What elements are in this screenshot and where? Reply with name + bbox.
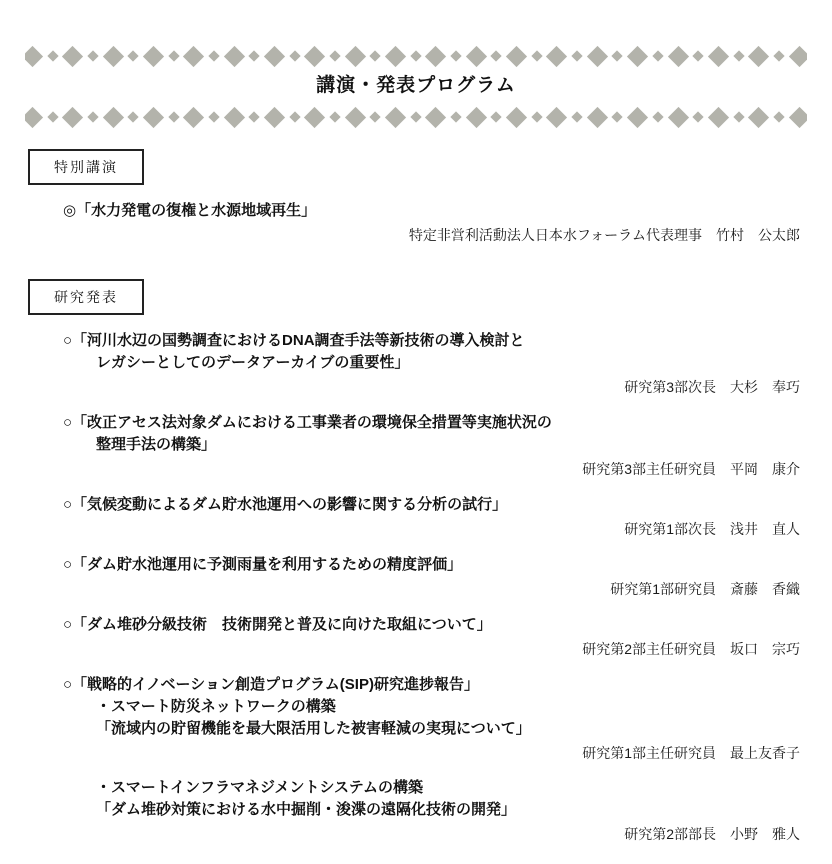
- diamond-icon: [289, 111, 300, 122]
- research-title-line: ○「戦略的イノベーション創造プログラム(SIP)研究進捗報告」: [63, 676, 479, 693]
- diamond-icon: [627, 106, 648, 127]
- diamond-icon: [183, 45, 204, 66]
- diamond-icon: [708, 106, 729, 127]
- diamond-icon: [304, 45, 325, 66]
- lecture-presenter: 特定非営利活動法人日本水フォーラム代表理事 竹村 公太郎: [408, 227, 800, 243]
- research-title-line: ○「改正アセス法対象ダムにおける工事業者の環境保全措置等実施状況の: [63, 414, 552, 431]
- diamond-icon: [208, 111, 219, 122]
- diamond-icon: [47, 50, 58, 61]
- diamond-icon: [224, 45, 245, 66]
- diamond-icon: [370, 111, 381, 122]
- diamond-icon: [370, 50, 381, 61]
- research-presenter: 研究第2部主任研究員 坂口 宗巧: [582, 641, 800, 657]
- research-title-line: ○「気候変動によるダム貯水池運用への影響に関する分析の試行」: [63, 496, 508, 513]
- research-item: [0, 614, 832, 659]
- diamond-row-bottom: [25, 105, 807, 129]
- diamond-icon: [304, 106, 325, 127]
- research-presenter: 研究第1部研究員 斎藤 香織: [610, 581, 800, 597]
- research-section: [0, 279, 832, 844]
- diamond-icon: [128, 50, 139, 61]
- diamond-icon: [143, 106, 164, 127]
- research-presenter: 研究第1部次長 浅井 直人: [624, 521, 800, 537]
- diamond-icon: [571, 111, 582, 122]
- diamond-icon: [748, 45, 769, 66]
- diamond-icon: [587, 106, 608, 127]
- research-title-line: ○「ダム堆砂分級技術 技術開発と普及に向けた取組について」: [63, 616, 492, 633]
- page-title: 講演・発表プログラム: [316, 75, 516, 96]
- diamond-icon: [627, 45, 648, 66]
- research-title-line: ○「河川水辺の国勢調査におけるDNA調査手法等新技術の導入検討と: [63, 332, 525, 349]
- diamond-icon: [410, 111, 421, 122]
- diamond-icon: [47, 111, 58, 122]
- diamond-icon: [788, 45, 807, 66]
- research-presenter: 研究第3部次長 大杉 奉巧: [624, 379, 800, 395]
- research-title-line: レガシーとしてのデータアーカイブの重要性」: [96, 354, 410, 371]
- diamond-icon: [788, 106, 807, 127]
- diamond-icon: [143, 45, 164, 66]
- diamond-icon: [329, 50, 340, 61]
- diamond-icon: [531, 50, 542, 61]
- diamond-icon: [491, 50, 502, 61]
- diamond-icon: [587, 45, 608, 66]
- research-title-line: 「流域内の貯留機能を最大限活用した被害軽減の実現について」: [96, 720, 531, 737]
- diamond-icon: [87, 111, 98, 122]
- research-presenter: 研究第2部部長 小野 雅人: [624, 826, 800, 842]
- research-section-label: 研究発表: [28, 279, 144, 315]
- diamond-icon: [345, 45, 366, 66]
- diamond-icon: [652, 50, 663, 61]
- diamond-icon: [249, 111, 260, 122]
- research-item: [0, 554, 832, 599]
- diamond-icon: [506, 45, 527, 66]
- research-title-line: ・スマート防災ネットワークの構築: [96, 698, 336, 715]
- diamond-icon: [748, 106, 769, 127]
- diamond-icon: [693, 111, 704, 122]
- diamond-icon: [385, 45, 406, 66]
- title-banner: [25, 44, 807, 129]
- diamond-icon: [708, 45, 729, 66]
- diamond-icon: [249, 50, 260, 61]
- diamond-icon: [208, 50, 219, 61]
- diamond-icon: [491, 111, 502, 122]
- diamond-icon: [612, 50, 623, 61]
- diamond-icon: [25, 106, 43, 127]
- diamond-icon: [289, 50, 300, 61]
- research-presenter: 研究第3部主任研究員 平岡 康介: [582, 461, 800, 477]
- diamond-icon: [345, 106, 366, 127]
- diamond-icon: [385, 106, 406, 127]
- diamond-icon: [546, 45, 567, 66]
- diamond-icon: [612, 111, 623, 122]
- diamond-icon: [693, 50, 704, 61]
- diamond-icon: [329, 111, 340, 122]
- research-presenter: 研究第1部主任研究員 最上友香子: [582, 745, 800, 761]
- diamond-icon: [466, 106, 487, 127]
- diamond-icon: [667, 106, 688, 127]
- diamond-icon: [733, 50, 744, 61]
- diamond-icon: [410, 50, 421, 61]
- research-subitem: [0, 777, 832, 844]
- research-title-line: 整理手法の構築」: [96, 436, 217, 453]
- diamond-icon: [264, 106, 285, 127]
- diamond-row-top: [25, 44, 807, 68]
- diamond-icon: [667, 45, 688, 66]
- diamond-icon: [450, 111, 461, 122]
- research-title-line: 「ダム堆砂対策における水中掘削・浚渫の遠隔化技術の開発」: [96, 801, 517, 818]
- diamond-icon: [531, 111, 542, 122]
- research-item: [0, 412, 832, 479]
- diamond-icon: [103, 106, 124, 127]
- diamond-icon: [224, 106, 245, 127]
- diamond-icon: [168, 111, 179, 122]
- diamond-icon: [466, 45, 487, 66]
- diamond-icon: [425, 106, 446, 127]
- diamond-icon: [733, 111, 744, 122]
- diamond-icon: [264, 45, 285, 66]
- special-lecture-item: [0, 200, 832, 245]
- diamond-icon: [450, 50, 461, 61]
- lecture-title: ◎「水力発電の復権と水源地域再生」: [63, 202, 317, 219]
- diamond-icon: [128, 111, 139, 122]
- special-lecture-section: [0, 149, 832, 245]
- diamond-icon: [87, 50, 98, 61]
- research-item: [0, 494, 832, 539]
- diamond-icon: [425, 45, 446, 66]
- diamond-icon: [506, 106, 527, 127]
- diamond-icon: [25, 45, 43, 66]
- diamond-icon: [103, 45, 124, 66]
- research-title-line: ・スマートインフラマネジメントシステムの構築: [96, 779, 424, 796]
- research-item: [0, 330, 832, 397]
- diamond-icon: [571, 50, 582, 61]
- diamond-icon: [773, 50, 784, 61]
- research-item: [0, 674, 832, 844]
- diamond-icon: [546, 106, 567, 127]
- diamond-icon: [62, 45, 83, 66]
- diamond-icon: [773, 111, 784, 122]
- diamond-icon: [62, 106, 83, 127]
- research-title-line: ○「ダム貯水池運用に予測雨量を利用するための精度評価」: [63, 556, 463, 573]
- diamond-icon: [183, 106, 204, 127]
- diamond-icon: [168, 50, 179, 61]
- diamond-icon: [652, 111, 663, 122]
- special-lecture-section-label: 特別講演: [28, 149, 144, 185]
